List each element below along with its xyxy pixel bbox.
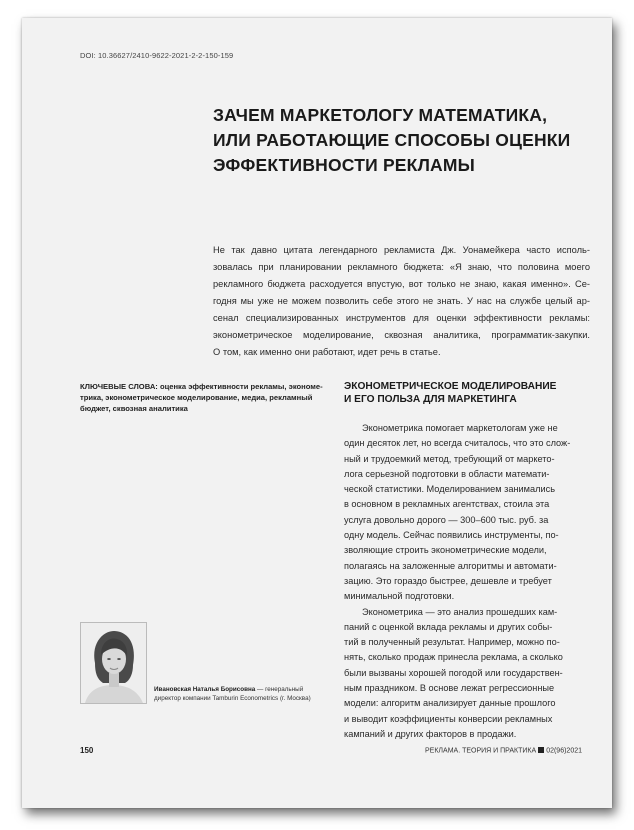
doi-line: DOI: 10.36627/2410-9622-2021-2-2-150-159 (80, 51, 234, 60)
abstract-line: Не так давно цитата легендарного рекламиста Дж. Уонамейкера часто исполь- (213, 245, 590, 255)
body-line: один десяток лет, но всегда считалось, что это слож- (344, 438, 571, 449)
section-heading-line: И ЕГО ПОЛЬЗА ДЛЯ МАРКЕТИНГА (344, 394, 517, 405)
square-separator-icon (538, 747, 544, 753)
section-heading-line: ЭКОНОМЕТРИЧЕСКОЕ МОДЕЛИРОВАНИЕ (344, 381, 557, 392)
body-line: зволяющие строить эконометрические модели, (344, 545, 547, 556)
abstract-line: годня мы уже не можем позволить себе этого не знать. У нас на службе целый ар- (213, 296, 590, 306)
title-line: ЭФФЕКТИВНОСТИ РЕКЛАМЫ (213, 155, 475, 175)
abstract-line: рекламного бюджета расходуется впустую, вот только не знаю, какая именно». Се- (213, 279, 590, 289)
body-line: услуга довольно дорого — 300–600 тыс. руб. за (344, 514, 549, 525)
abstract (213, 242, 590, 361)
author-caption (154, 685, 334, 703)
body-line: минимальной подготовки. (344, 591, 455, 602)
journal-issue: 02(96)2021 (546, 747, 582, 755)
body-line: ческой статистики. Моделированием занимались (344, 484, 555, 495)
journal-name: РЕКЛАМА. ТЕОРИЯ И ПРАКТИКА (425, 747, 537, 755)
abstract-line: зовалась при планировании рекламного бюджета: «Я знаю, что половина моего (213, 262, 590, 272)
keywords (80, 381, 330, 414)
title-line: ИЛИ РАБОТАЮЩИЕ СПОСОБЫ ОЦЕНКИ (213, 130, 571, 150)
body-line: паний с оценкой вклада рекламы и других собы- (344, 621, 553, 632)
body-line: ный и трудоемкий метод, требующий от маркето- (344, 453, 555, 464)
body-line: Эконометрика — это анализ прошедших кам- (362, 606, 558, 617)
body-line: в основном в рекламных агентствах, стоила эта (344, 499, 550, 510)
abstract-line: эконометрическое моделирование, сквозная аналитика, программатик-закупки. (213, 330, 590, 340)
body-line: ным праздником. В основе лежат регрессионные (344, 683, 555, 694)
section-heading (344, 380, 594, 406)
author-photo (80, 622, 147, 704)
page-number: 150 (80, 746, 94, 755)
body-text (344, 421, 584, 742)
body-line: модели: алгоритм анализирует данные прошлого (344, 698, 556, 709)
journal-footer (425, 747, 582, 755)
author-name: Ивановская Наталья Борисовна (154, 686, 256, 693)
abstract-line: О том, как именно они работают, идет речь в статье. (213, 347, 441, 357)
journal-page (22, 18, 612, 808)
body-line: нять, сколько продаж принесла реклама, а сколько (344, 652, 563, 663)
keywords-line: КЛЮЧЕВЫЕ СЛОВА: оценка эффективности рекламы, экономе- (80, 382, 323, 391)
keywords-line: трика, эконометрическое моделирование, медиа, рекламный (80, 393, 313, 402)
author-role-part1: — генеральный (255, 686, 304, 693)
body-line: лога серьезной подготовки в области математи- (344, 468, 550, 479)
article-title (213, 103, 583, 178)
author-portrait-image (81, 623, 146, 703)
keywords-line: бюджет, сквозная аналитика (80, 404, 188, 413)
body-line: одну модель. Сейчас появились инструменты, по- (344, 530, 559, 541)
body-line: зацию. Это гораздо быстрее, дешевле и требует (344, 575, 552, 586)
abstract-line: сенал специализированных инструментов для оценки эффективности рекламы: (213, 313, 590, 323)
author-role-part2: директор компании Tamburin Econometrics (г. Москва) (154, 695, 311, 702)
body-line: тий в полученный результат. Например, можно по- (344, 637, 560, 648)
body-line: Эконометрика помогает маркетологам уже не (362, 423, 558, 433)
body-line: полагаясь на заложенные алгоритмы и автомати- (344, 560, 557, 571)
body-line: и выводит коэффициенты конверсии рекламных (344, 713, 553, 724)
body-line: кампаний и других факторов в продажи. (344, 728, 517, 739)
title-line: ЗАЧЕМ МАРКЕТОЛОГУ МАТЕМАТИКА, (213, 105, 548, 125)
body-line: были вызваны хорошей погодой или государствен- (344, 667, 563, 678)
